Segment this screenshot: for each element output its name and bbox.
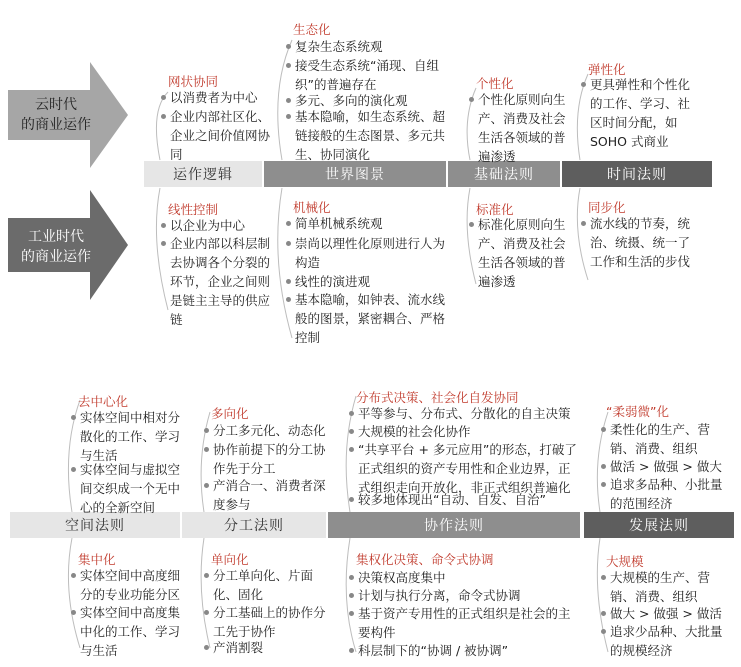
- flexible-heading: 弹性化: [588, 62, 626, 77]
- list-item: 大规模的生产、营销、消费、组织: [610, 568, 734, 606]
- bar-operating-logic: 运作逻辑: [144, 161, 262, 187]
- bar-world-view: 世界图景: [264, 161, 446, 187]
- decentralized-heading: 去中心化: [78, 394, 129, 409]
- list-item: 实体空间与虚拟空间交织成一个无中心的全新空间: [80, 460, 188, 517]
- list-item: 个性化原则向生产、消费及社会生活各领域的普遍渗透: [478, 90, 572, 166]
- list-item: 分工基础上的协作分工先于协作: [213, 603, 331, 641]
- bar-development-rules: 发展法则: [584, 512, 734, 538]
- cloud-era-label: 云时代 的商业运作: [21, 97, 91, 133]
- list-item: 实体空间中高度细分的专业功能分区: [80, 566, 188, 604]
- list-item: 基本隐喻，如钟表、流水线般的图景，紧密耦合、严格控制: [295, 290, 445, 347]
- list-item: 流水线的节奏，统治、统摄、统一了工作和生活的步伐: [590, 214, 690, 271]
- list-item: 实体空间中相对分散化的工作、学习与生活: [80, 408, 188, 465]
- centralized-decision-heading: 集权化决策、命令式协调: [356, 552, 494, 567]
- list-item: 实体空间中高度集中化的工作、学习与生活: [80, 603, 188, 660]
- list-item: 标准化原则向生产、消费及社会生活各领域的普遍渗透: [478, 215, 572, 291]
- bar-basic-rules: 基础法则: [448, 161, 560, 187]
- bar-time-rules: 时间法则: [562, 161, 712, 187]
- list-item: 基于资产专用性的正式组织是社会的主要构件: [358, 604, 578, 642]
- synchronized-heading: 同步化: [588, 200, 626, 215]
- distributed-decision-heading: 分布式决策、社会化自发协同: [356, 390, 519, 405]
- bar-collaboration-rules: 协作法则: [328, 512, 580, 538]
- list-item: 追求多品种、小批量的范围经济: [610, 475, 734, 513]
- list-item: 协作前提下的分工协作先于分工: [213, 440, 337, 478]
- list-item: 产消合一、消费者深度参与: [213, 476, 337, 514]
- list-item: 柔性化的生产、营销、消费、组织: [610, 420, 734, 458]
- list-item: 分工单向化、片面化、固化: [213, 566, 331, 604]
- list-item: 做活 > 做强 > 做大: [610, 457, 734, 476]
- linear-control-heading: 线性控制: [168, 202, 219, 217]
- list-item: 大规模的社会化协作: [358, 422, 582, 441]
- soft-weak-micro-heading: “柔弱微”化: [606, 404, 669, 419]
- list-item: 企业内部社区化、企业之间价值网协同: [170, 107, 274, 164]
- bar-space-rules: 空间法则: [10, 512, 180, 538]
- list-item: “共享平台 + 多元应用”的形态，打破了正式组织的资产专用性和企业边界，正式组织走向开放化，非正式组织普遍化: [358, 440, 582, 497]
- ecological-heading: 生态化: [293, 22, 331, 37]
- list-item: 决策权高度集中: [358, 568, 578, 587]
- list-item: 多元、多向的演化观: [295, 91, 445, 110]
- large-scale-heading: 大规模: [606, 554, 644, 569]
- list-item: 简单机械系统观: [295, 214, 445, 233]
- list-item: 科层制下的“协调 / 被协调”: [358, 641, 578, 660]
- personalized-heading: 个性化: [476, 76, 514, 91]
- mechanized-heading: 机械化: [293, 200, 331, 215]
- list-item: 平等参与、分布式、分散化的自主决策: [358, 404, 582, 423]
- list-item: 线性的演进观: [295, 272, 445, 291]
- list-item: 基本隐喻，如生态系统、超链接般的生态图景、多元共生、协同演化: [295, 107, 445, 164]
- industrial-era-label: 工业时代 的商业运作: [21, 229, 91, 265]
- centralized-heading: 集中化: [78, 552, 116, 567]
- list-item: 追求少品种、大批量的规模经济: [610, 622, 734, 660]
- list-item: 接受生态系统“涌现、自组织”的普遍存在: [295, 56, 445, 94]
- list-item: 较多地体现出“自动、自发、自治”: [358, 490, 582, 509]
- list-item: 分工多元化、动态化: [213, 421, 337, 440]
- list-item: 复杂生态系统观: [295, 37, 445, 56]
- list-item: 计划与执行分离，命令式协调: [358, 586, 578, 605]
- bar-division-rules: 分工法则: [182, 512, 326, 538]
- unidirectional-heading: 单向化: [211, 552, 249, 567]
- list-item: 更具弹性和个性化的工作、学习、社区时间分配，如 SOHO 式商业: [590, 75, 690, 151]
- list-item: 崇尚以理性化原则进行人为构造: [295, 234, 445, 272]
- network-collaboration-heading: 网状协同: [168, 74, 219, 89]
- list-item: 做大 > 做强 > 做活: [610, 604, 734, 623]
- multidirectional-heading: 多向化: [211, 406, 249, 421]
- list-item: 企业内部以科层制去协调各个分裂的环节，企业之间则是链主主导的供应链: [170, 234, 274, 329]
- list-item: 产消割裂: [213, 638, 331, 657]
- list-item: 以消费者为中心: [170, 88, 274, 107]
- list-item: 以企业为中心: [170, 216, 274, 235]
- standardized-heading: 标准化: [476, 202, 514, 217]
